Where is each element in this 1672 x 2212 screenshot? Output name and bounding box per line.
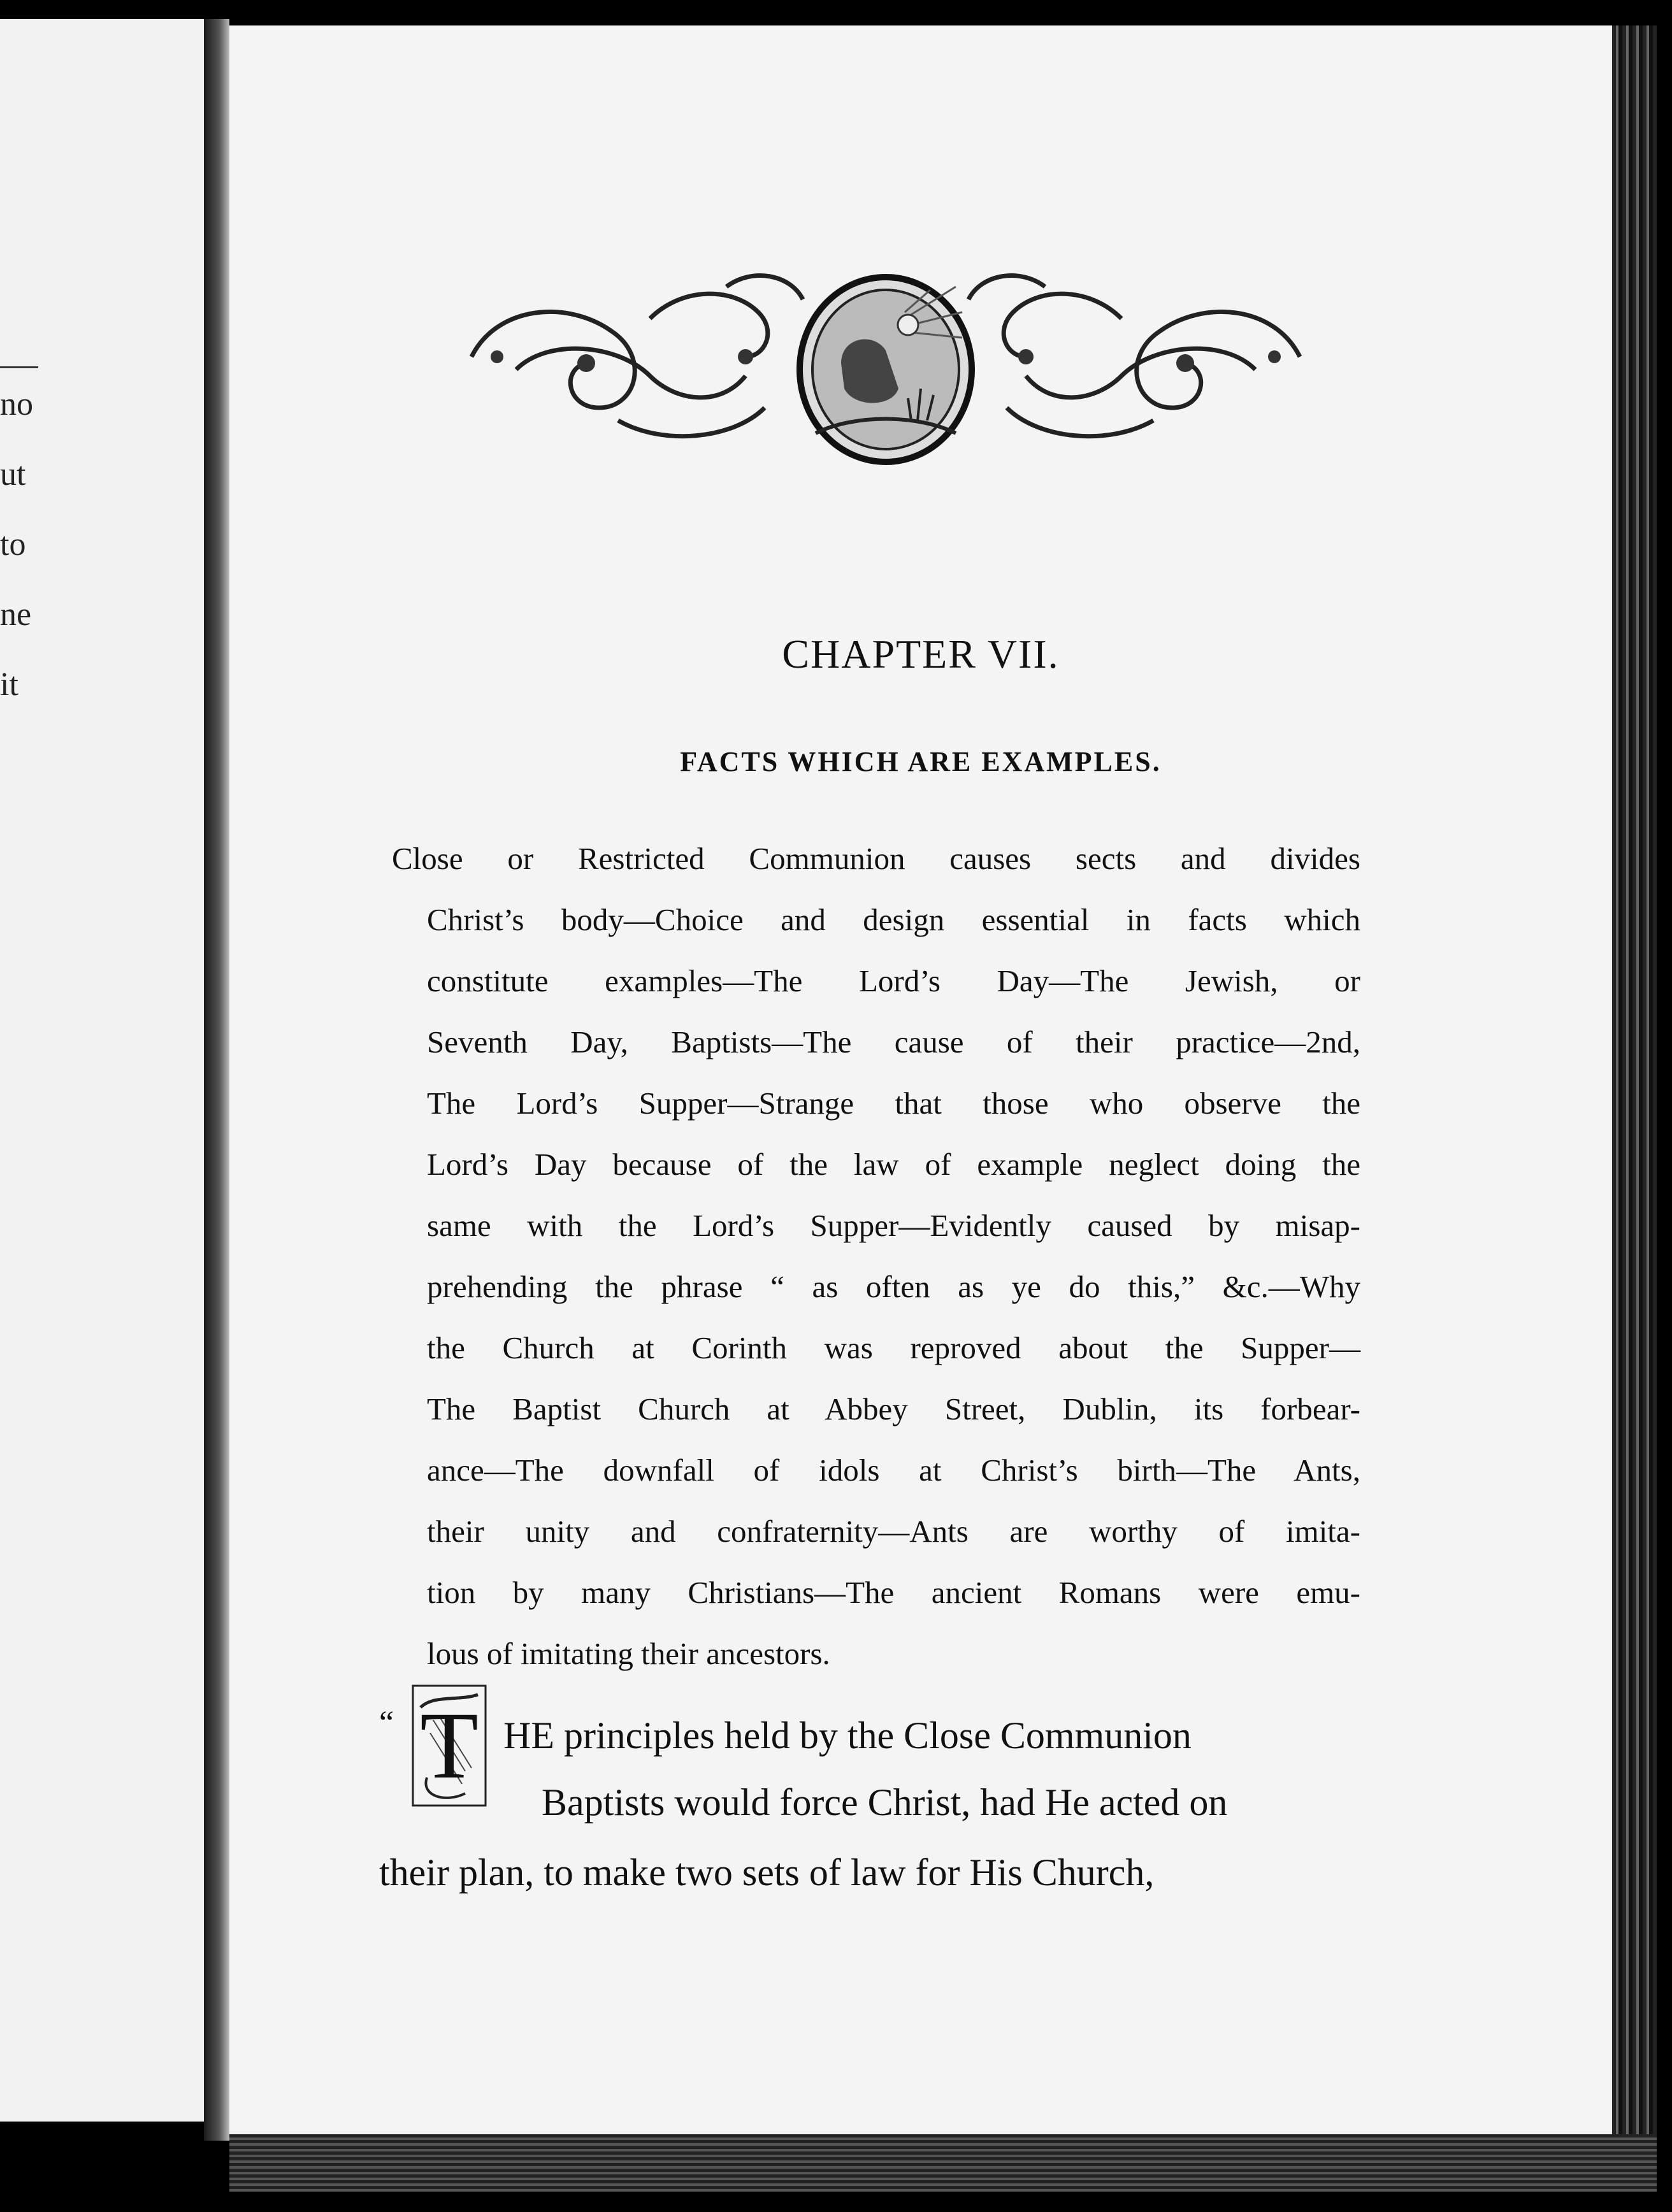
body-line: HE principles held by the Close Communion [503, 1714, 1192, 1756]
summary-line: prehending the phrase “ as often as ye do this,” &c.—Why [427, 1269, 1360, 1304]
body-line: Baptists would force Christ, had He acted on [542, 1781, 1228, 1823]
facing-page-fragment: no [0, 386, 33, 422]
summary-line: Seventh Day, Baptists—The cause of their practice—2nd, [427, 1024, 1360, 1059]
summary-line: lous of imitating their ancestors. [427, 1636, 830, 1671]
facing-page-fragment: ne [0, 596, 32, 633]
facing-page-fragment: it [0, 666, 18, 703]
summary-line: tion by many Christians—The ancient Romans were emu- [427, 1575, 1360, 1610]
summary-line: ance—The downfall of idols at Christ’s birth—The Ants, [427, 1453, 1360, 1488]
chapter-title: CHAPTER VII. [782, 631, 1060, 677]
book-gutter [204, 19, 229, 2141]
page-edges-bottom [229, 2134, 1657, 2192]
summary-line: constitute examples—The Lord’s Day—The Jewish, or [427, 963, 1360, 998]
summary-line: The Baptist Church at Abbey Street, Dublin, its forbear- [427, 1391, 1360, 1426]
summary-line: Close or Restricted Communion causes sects and divides [392, 841, 1360, 876]
opening-quote: “ [379, 1705, 394, 1741]
drop-cap [408, 1682, 491, 1809]
headpiece-ornament [459, 261, 1313, 471]
summary-line: Lord’s Day because of the law of example neglect doing the [427, 1147, 1360, 1182]
facing-page-rule [0, 366, 38, 368]
body-line: their plan, to make two sets of law for His Church, [379, 1851, 1155, 1893]
summary-line: same with the Lord’s Supper—Evidently caused by misap- [427, 1208, 1360, 1243]
summary-line: the Church at Corinth was reproved about the Supper— [427, 1330, 1360, 1365]
chapter-subtitle: FACTS WHICH ARE EXAMPLES. [680, 746, 1162, 777]
summary-line: Christ’s body—Choice and design essential in facts which [427, 902, 1360, 937]
facing-page-fragment: ut [0, 456, 26, 492]
drop-cap-letter: T [420, 1693, 479, 1799]
facing-page-fragment: to [0, 526, 26, 563]
facing-page [0, 19, 204, 2122]
page-edges-right [1612, 25, 1657, 2179]
chapter-summary [392, 828, 1360, 1684]
summary-line: The Lord’s Supper—Strange that those who observe the [427, 1086, 1360, 1121]
summary-line: their unity and confraternity—Ants are worthy of imita- [427, 1514, 1360, 1549]
